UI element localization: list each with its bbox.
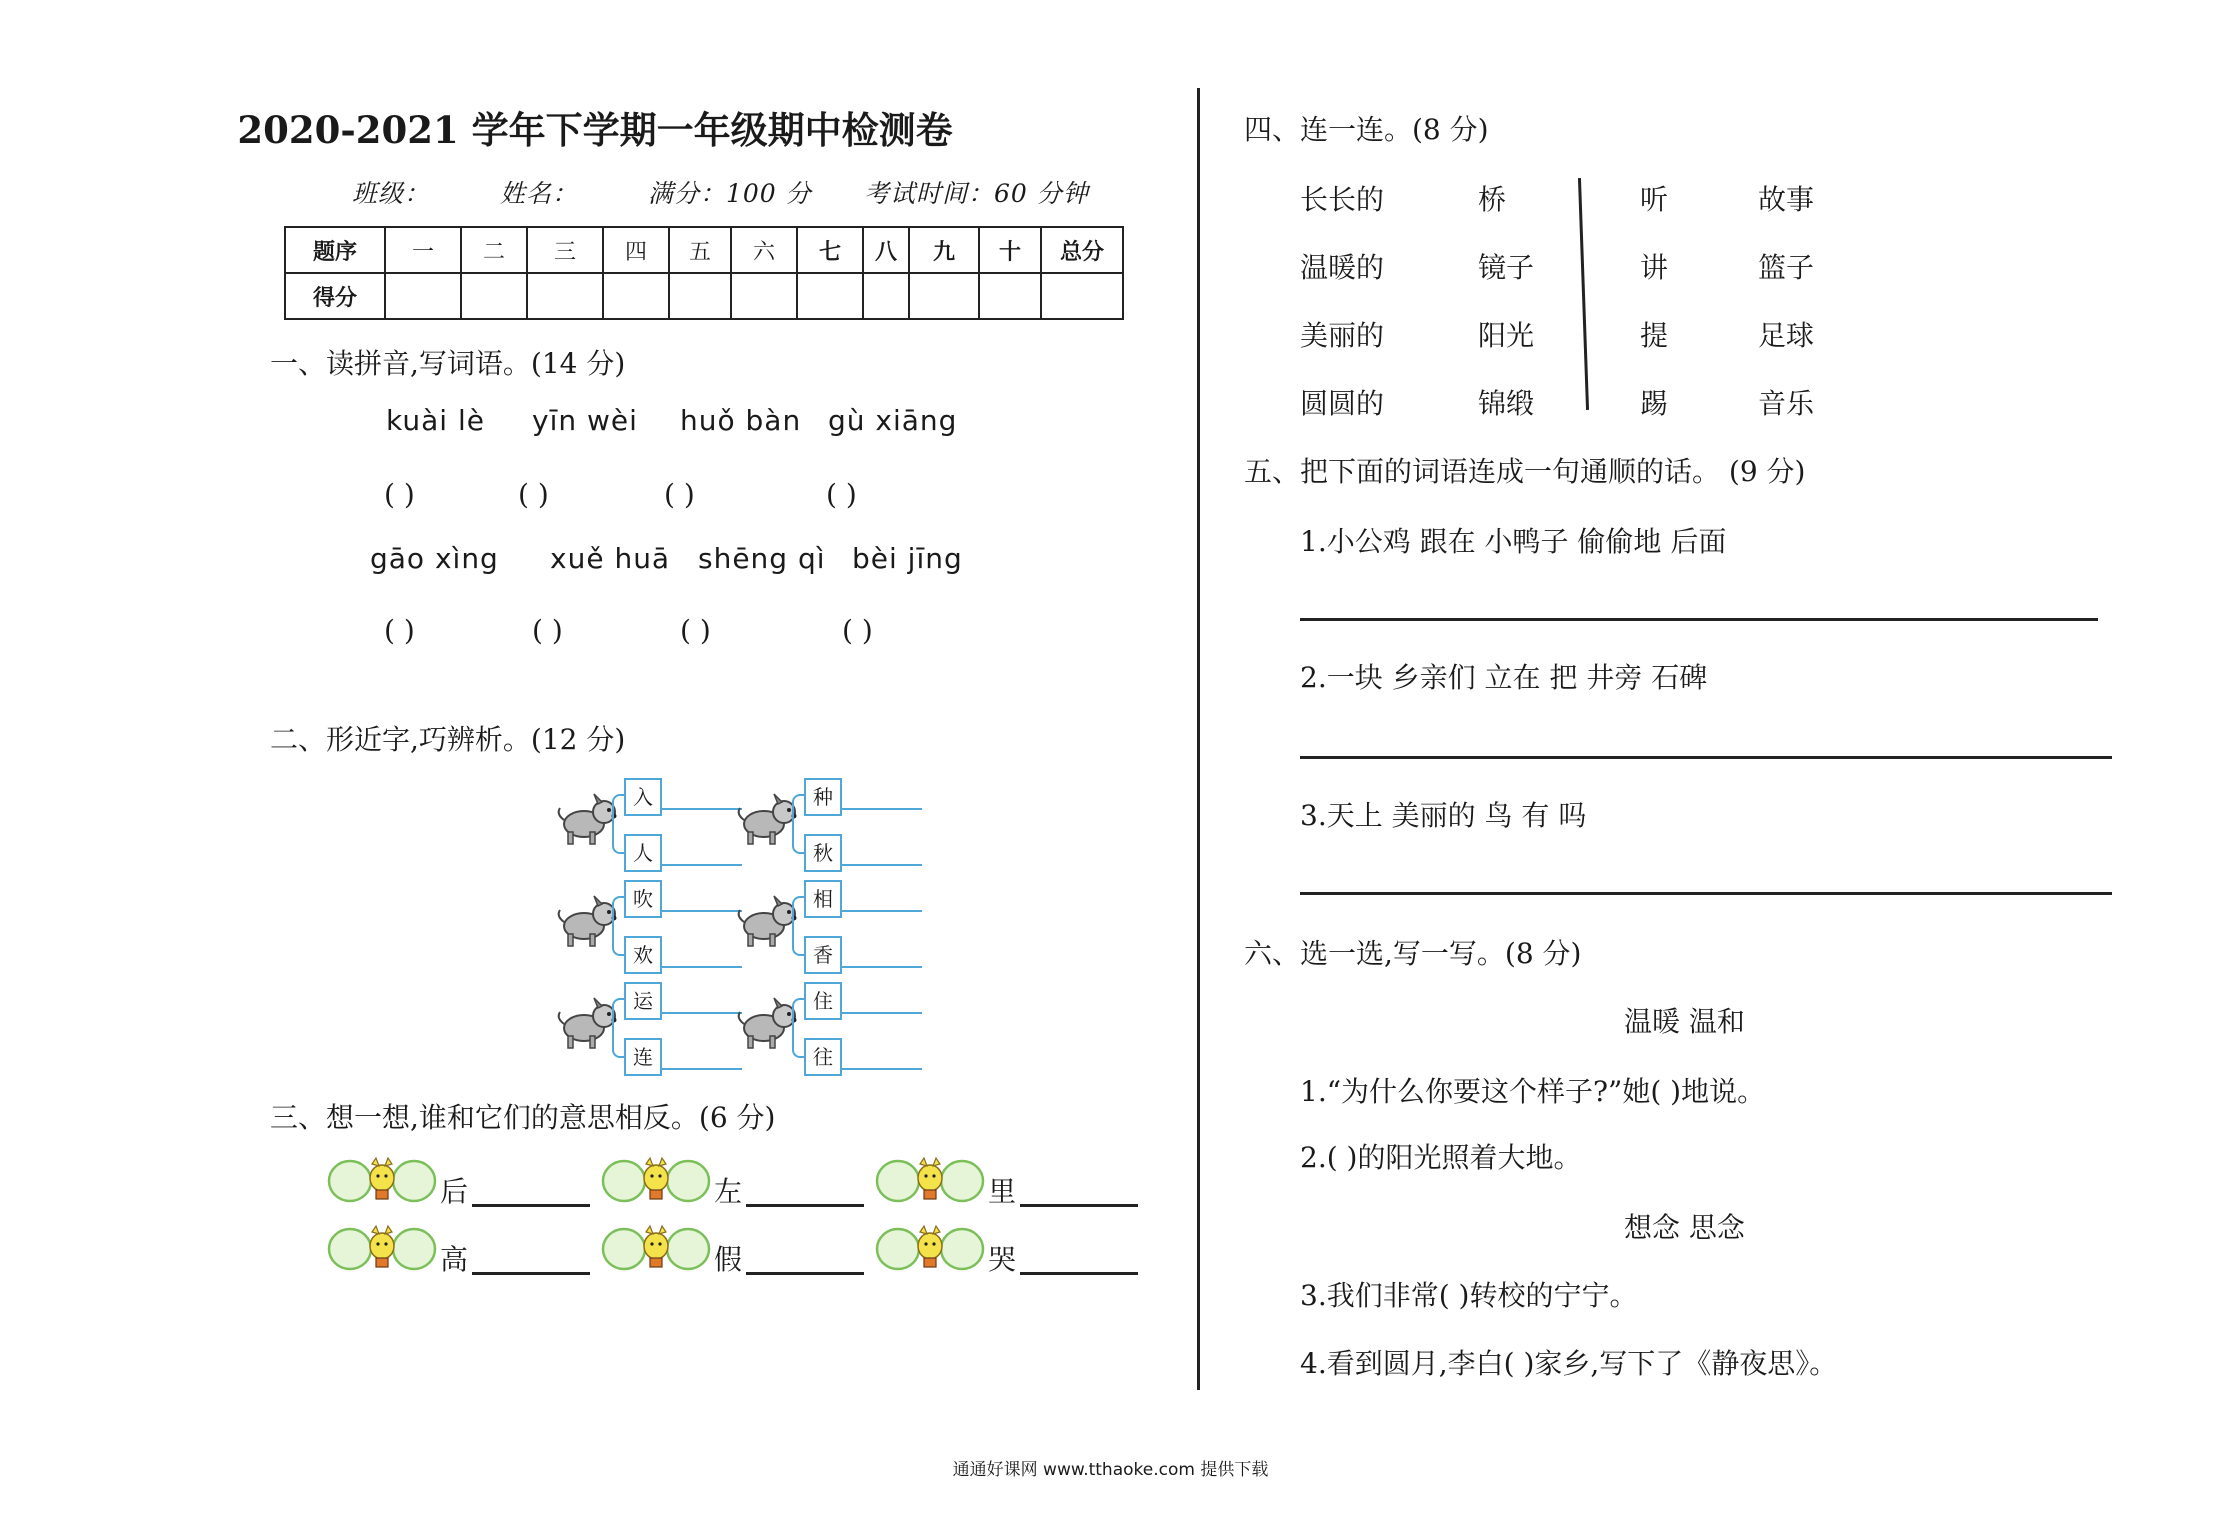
antonym-word: 高 — [440, 1243, 469, 1276]
answer-paren[interactable]: ( ) — [518, 478, 549, 511]
character-box: 吹 — [624, 880, 662, 918]
character-box: 相 — [804, 880, 842, 918]
answer-paren[interactable]: ( ) — [664, 478, 695, 511]
section5-heading: 五、把下面的词语连成一句通顺的话。 (9 分) — [1244, 455, 1806, 488]
answer-paren[interactable]: ( ) — [826, 478, 857, 511]
pinyin-item: yīn wèi — [532, 404, 638, 437]
score-cell[interactable] — [909, 273, 979, 319]
section4-heading: 四、连一连。(8 分) — [1244, 113, 1489, 146]
match-word-col3[interactable]: 踢 — [1640, 387, 1669, 420]
pinyin-item: bèi jīng — [852, 542, 963, 575]
pinyin-item: gāo xìng — [370, 542, 499, 575]
write-word-line[interactable] — [842, 1012, 922, 1014]
character-box: 香 — [804, 936, 842, 974]
write-word-line[interactable] — [662, 864, 742, 866]
write-word-line[interactable] — [662, 1012, 742, 1014]
match-word-col4[interactable]: 音乐 — [1758, 387, 1815, 420]
match-word-col4[interactable]: 故事 — [1758, 183, 1815, 216]
dog-icon — [734, 892, 800, 954]
matching-separator-line — [1578, 178, 1589, 410]
col-8: 八 — [863, 227, 909, 273]
total-score-cell[interactable] — [1041, 273, 1123, 319]
col-3: 三 — [527, 227, 603, 273]
character-box: 连 — [624, 1038, 662, 1076]
write-word-line[interactable] — [842, 1068, 922, 1070]
pinyin-item: kuài lè — [386, 404, 485, 437]
answer-paren[interactable]: ( ) — [680, 614, 711, 647]
write-word-line[interactable] — [842, 966, 922, 968]
dog-icon — [554, 790, 620, 852]
match-word-col3[interactable]: 提 — [1640, 319, 1669, 352]
column-divider — [1197, 88, 1200, 1390]
col-7: 七 — [797, 227, 863, 273]
pinyin-item: gù xiāng — [828, 404, 958, 437]
dog-icon — [554, 994, 620, 1056]
match-word-col3[interactable]: 听 — [1640, 183, 1669, 216]
answer-paren[interactable]: ( ) — [532, 614, 563, 647]
bee-icon — [600, 1224, 712, 1278]
full-score-label: 满分：100 分 — [648, 179, 812, 208]
write-word-line[interactable] — [842, 808, 922, 810]
answer-blank[interactable] — [1020, 1272, 1138, 1275]
page-title: 2020-2021 学年下学期一年级期中检测卷 — [237, 108, 953, 152]
match-word-col2[interactable]: 锦缎 — [1478, 387, 1535, 420]
sentence-item-3: 3.天上 美丽的 鸟 有 吗 — [1300, 799, 1587, 832]
antonym-word: 假 — [714, 1243, 743, 1276]
match-word-col2[interactable]: 阳光 — [1478, 319, 1535, 352]
antonym-word: 哭 — [988, 1243, 1017, 1276]
pinyin-item: huǒ bàn — [680, 404, 802, 437]
col-10: 十 — [979, 227, 1041, 273]
section1-heading: 一、读拼音,写词语。(14 分) — [270, 347, 626, 380]
write-word-line[interactable] — [662, 910, 742, 912]
col-6: 六 — [731, 227, 797, 273]
character-box: 人 — [624, 834, 662, 872]
match-word-col2[interactable]: 桥 — [1478, 183, 1507, 216]
name-label: 姓名： — [500, 179, 579, 208]
character-box: 往 — [804, 1038, 842, 1076]
character-box: 秋 — [804, 834, 842, 872]
score-cell[interactable] — [669, 273, 731, 319]
class-label: 班级： — [352, 179, 431, 208]
write-word-line[interactable] — [662, 808, 742, 810]
answer-line[interactable] — [1300, 618, 2098, 621]
fill-question-3[interactable]: 3.我们非常( )转校的宁宁。 — [1300, 1279, 1638, 1312]
col-1: 一 — [385, 227, 461, 273]
answer-blank[interactable] — [472, 1272, 590, 1275]
character-box: 入 — [624, 778, 662, 816]
match-word-col4[interactable]: 足球 — [1758, 319, 1815, 352]
score-cell[interactable] — [461, 273, 527, 319]
antonym-word: 后 — [440, 1175, 469, 1208]
fill-question-1[interactable]: 1.“为什么你要这个样子?”她( )地说。 — [1300, 1075, 1766, 1108]
write-word-line[interactable] — [662, 1068, 742, 1070]
match-word-col3[interactable]: 讲 — [1640, 251, 1669, 284]
score-cell[interactable] — [603, 273, 669, 319]
dog-icon — [734, 994, 800, 1056]
score-cell[interactable] — [979, 273, 1041, 319]
match-word-col1[interactable]: 长长的 — [1300, 183, 1385, 216]
sentence-item-1: 1.小公鸡 跟在 小鸭子 偷偷地 后面 — [1300, 525, 1727, 558]
answer-blank[interactable] — [472, 1204, 590, 1207]
section2-heading: 二、形近字,巧辨析。(12 分) — [270, 723, 626, 756]
sentence-item-2: 2.一块 乡亲们 立在 把 井旁 石碑 — [1300, 661, 1708, 694]
bee-icon — [874, 1224, 986, 1278]
bee-icon — [600, 1156, 712, 1210]
word-choices-1: 温暖 温和 — [1624, 1005, 1745, 1038]
header-label-cell: 题序 — [285, 227, 385, 273]
col-9: 九 — [909, 227, 979, 273]
score-row-label: 得分 — [285, 273, 385, 319]
match-word-col1[interactable]: 温暖的 — [1300, 251, 1385, 284]
score-table-score-row — [285, 273, 1123, 319]
write-word-line[interactable] — [842, 910, 922, 912]
pinyin-item: xuě huā — [550, 542, 671, 575]
total-label-cell: 总分 — [1041, 227, 1123, 273]
character-box: 运 — [624, 982, 662, 1020]
fill-question-4[interactable]: 4.看到圆月,李白( )家乡,写下了《静夜思》。 — [1300, 1347, 1838, 1380]
write-word-line[interactable] — [662, 966, 742, 968]
bee-icon — [326, 1156, 438, 1210]
match-word-col4[interactable]: 篮子 — [1758, 251, 1815, 284]
word-choices-2: 想念 思念 — [1624, 1211, 1745, 1244]
section6-heading: 六、选一选,写一写。(8 分) — [1244, 937, 1582, 970]
score-cell[interactable] — [385, 273, 461, 319]
match-word-col2[interactable]: 镜子 — [1478, 251, 1535, 284]
pinyin-item: shēng qì — [698, 542, 826, 575]
bee-icon — [874, 1156, 986, 1210]
answer-blank[interactable] — [746, 1204, 864, 1207]
answer-line[interactable] — [1300, 756, 2112, 759]
character-box: 种 — [804, 778, 842, 816]
exam-time-label: 考试时间：60 分钟 — [864, 179, 1089, 208]
col-2: 二 — [461, 227, 527, 273]
score-cell[interactable] — [527, 273, 603, 319]
answer-line[interactable] — [1300, 892, 2112, 895]
answer-blank[interactable] — [1020, 1204, 1138, 1207]
col-4: 四 — [603, 227, 669, 273]
bee-icon — [326, 1224, 438, 1278]
dog-icon — [734, 790, 800, 852]
write-word-line[interactable] — [842, 864, 922, 866]
fill-question-2[interactable]: 2.( )的阳光照着大地。 — [1300, 1141, 1582, 1174]
score-cell[interactable] — [731, 273, 797, 319]
answer-paren[interactable]: ( ) — [384, 614, 415, 647]
match-word-col1[interactable]: 圆圆的 — [1300, 387, 1385, 420]
footer-credit: 通通好课网 www.tthaoke.com 提供下载 — [952, 1460, 1269, 1480]
score-cell[interactable] — [797, 273, 863, 319]
score-cell[interactable] — [863, 273, 909, 319]
answer-paren[interactable]: ( ) — [384, 478, 415, 511]
dog-icon — [554, 892, 620, 954]
score-table — [284, 226, 1124, 320]
antonym-word: 里 — [988, 1175, 1017, 1208]
character-box: 欢 — [624, 936, 662, 974]
answer-paren[interactable]: ( ) — [842, 614, 873, 647]
answer-blank[interactable] — [746, 1272, 864, 1275]
section3-heading: 三、想一想,谁和它们的意思相反。(6 分) — [270, 1101, 776, 1134]
match-word-col1[interactable]: 美丽的 — [1300, 319, 1385, 352]
character-box: 住 — [804, 982, 842, 1020]
score-table-header-row — [285, 227, 1123, 273]
col-5: 五 — [669, 227, 731, 273]
antonym-word: 左 — [714, 1175, 743, 1208]
